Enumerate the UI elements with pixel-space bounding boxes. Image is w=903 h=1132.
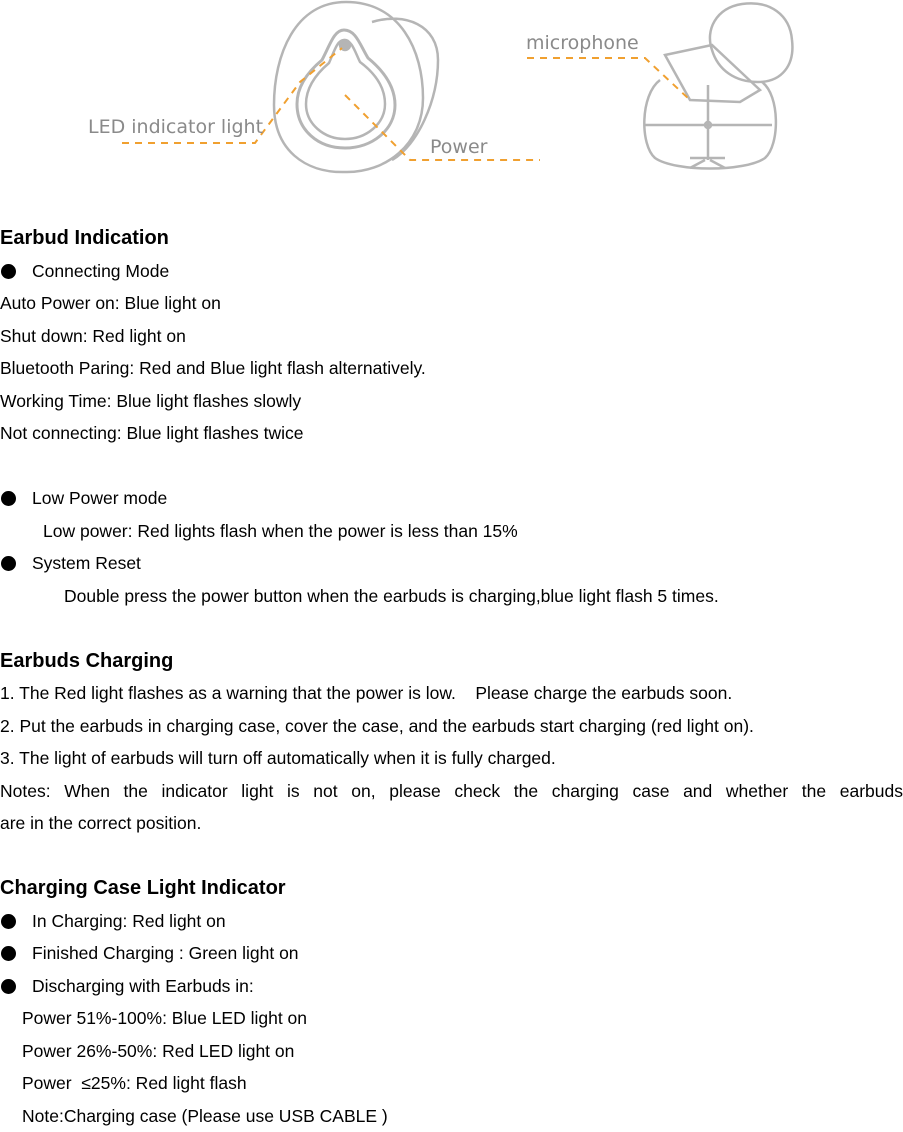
connecting-line: Bluetooth Paring: Red and Blue light flash alternatively. <box>0 352 903 385</box>
connecting-line: Not connecting: Blue light flashes twice <box>0 417 903 450</box>
charging-note-line2: are in the correct position. <box>0 807 903 840</box>
case-bullet: Discharging with Earbuds in: <box>0 970 903 1003</box>
connecting-line: Shut down: Red light on <box>0 320 903 353</box>
case-bullet: In Charging: Red light on <box>0 905 903 938</box>
earbud-side-illustration <box>644 3 792 168</box>
case-sub-line: Power 26%-50%: Red LED light on <box>0 1035 903 1068</box>
case-sub-line: Note:Charging case (Please use USB CABLE ) <box>0 1100 903 1132</box>
callout-lines <box>122 48 690 160</box>
low-power-title: Low Power mode <box>0 482 903 515</box>
charging-step: 1. The Red light flashes as a warning that the power is low. Please charge the earbuds soon. <box>0 677 903 710</box>
microphone-label: microphone <box>526 32 639 54</box>
connecting-line: Working Time: Blue light flashes slowly <box>0 385 903 418</box>
system-reset-title: System Reset <box>0 547 903 580</box>
case-indicator-heading: Charging Case Light Indicator <box>0 872 903 905</box>
led-indicator-label: LED indicator light <box>88 116 263 138</box>
earbud-diagram <box>0 0 903 185</box>
low-power-text: Low power: Red lights flash when the power is less than 15% <box>0 515 903 548</box>
charging-step: 2. Put the earbuds in charging case, cover the case, and the earbuds start charging (red light on). <box>0 710 903 743</box>
case-sub-line: Power 51%-100%: Blue LED light on <box>0 1002 903 1035</box>
power-label: Power <box>430 136 488 158</box>
document-body <box>0 222 903 1132</box>
earbud-front-illustration <box>274 2 438 172</box>
earbuds-charging-heading: Earbuds Charging <box>0 645 903 678</box>
case-sub-line: Power ≤25%: Red light flash <box>0 1067 903 1100</box>
earbud-indication-heading: Earbud Indication <box>0 222 903 255</box>
case-bullet: Finished Charging : Green light on <box>0 937 903 970</box>
charging-note-line1: Notes: When the indicator light is not on, please check the charging case and whether the earbuds <box>0 775 903 808</box>
charging-step: 3. The light of earbuds will turn off automatically when it is fully charged. <box>0 742 903 775</box>
connecting-mode-title: Connecting Mode <box>0 255 903 288</box>
connecting-line: Auto Power on: Blue light on <box>0 287 903 320</box>
system-reset-text: Double press the power button when the earbuds is charging,blue light flash 5 times. <box>0 580 903 613</box>
